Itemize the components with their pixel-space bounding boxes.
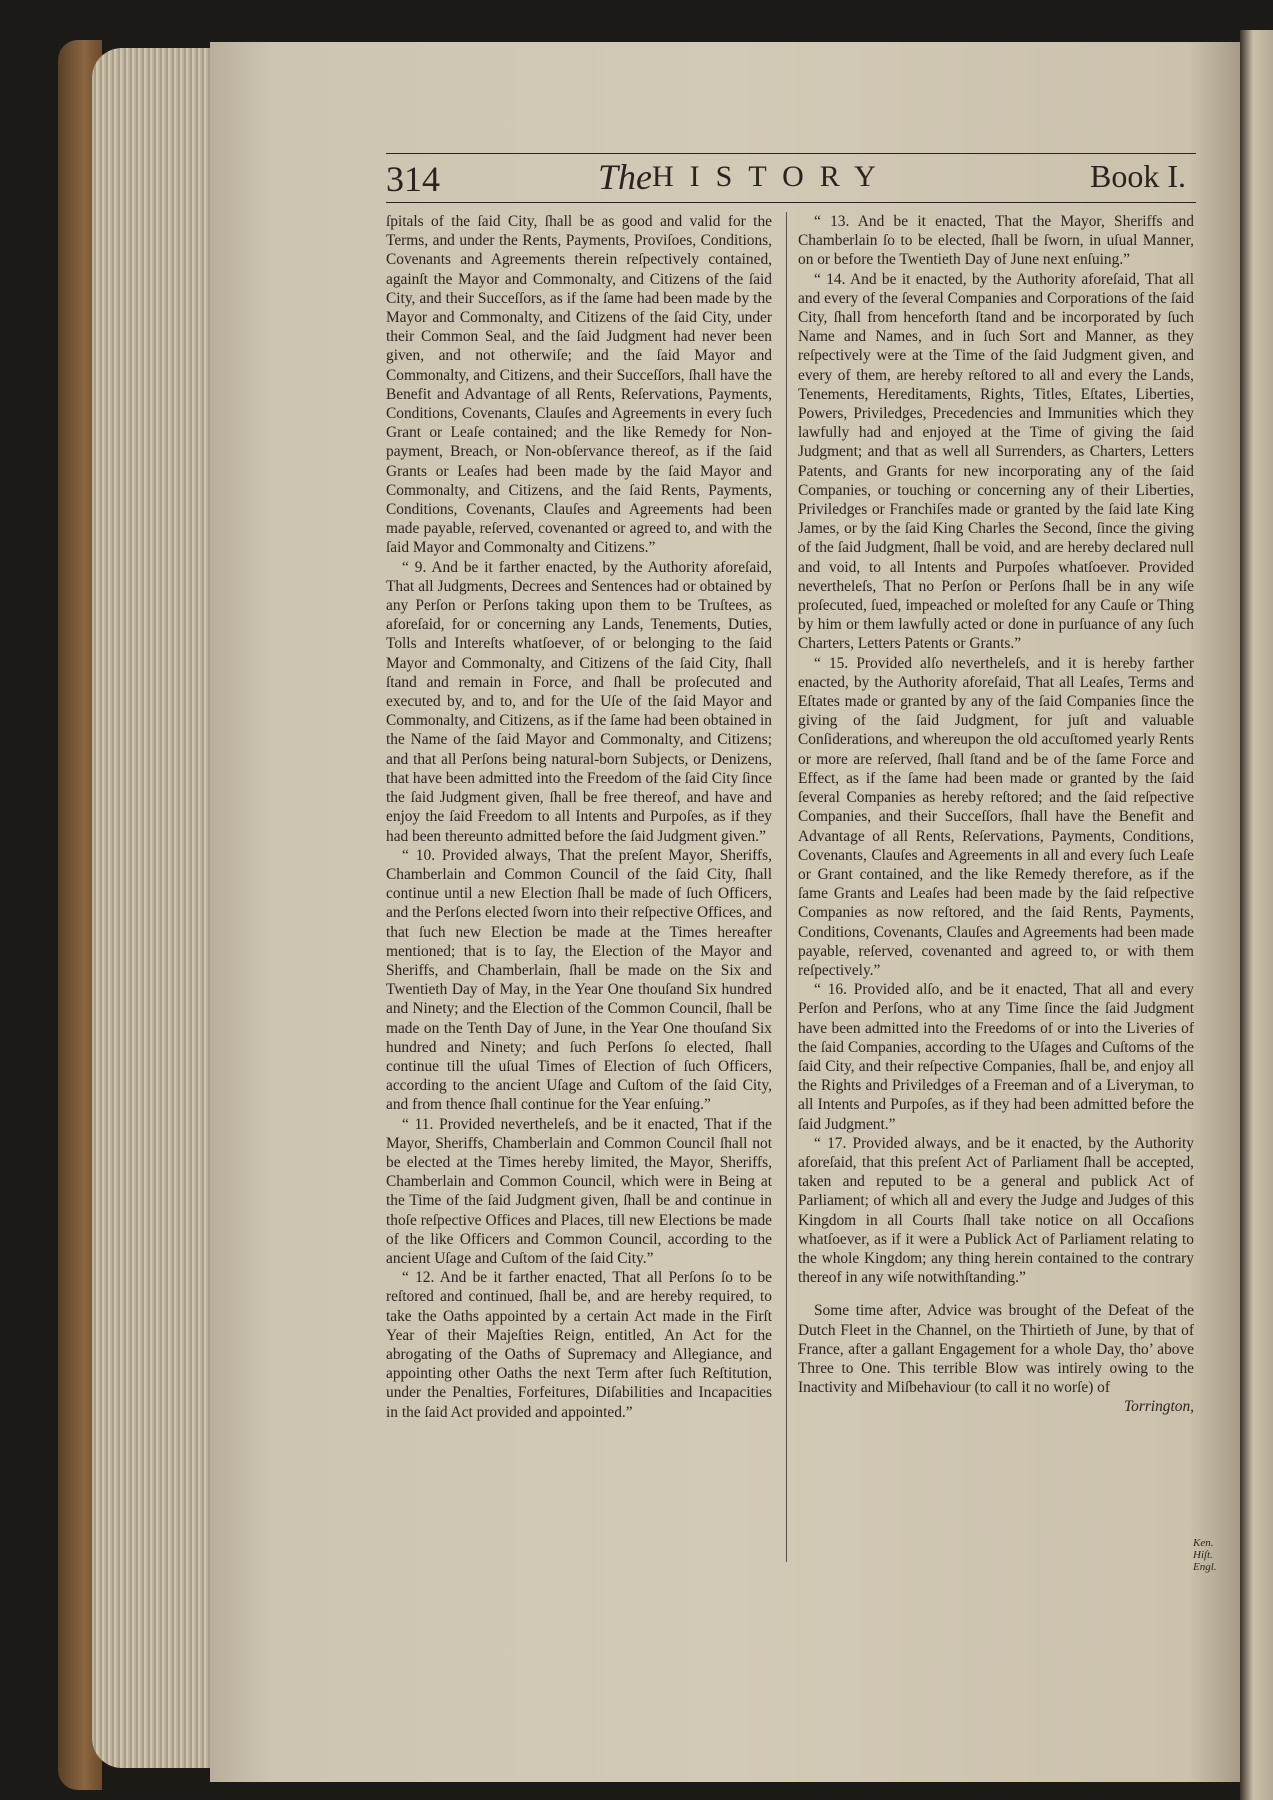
facing-page-edge [1240, 30, 1273, 1800]
catchword: Torrington, [1123, 1398, 1194, 1416]
paragraph: ſpitals of the ſaid City, ſhall be as good and valid for the Terms, and under the Rents, Payments, Proviſoes, Conditions, Covenants and Agreements therein reſpectively contained, againſt the Mayor and Commonalty, and Citizens of the ſaid City, and their Succeſſors, as if the ſame had been made by the Mayor and Commonalty, and Citizens of the ſaid City, under their Common Seal, and the ſaid Judgment had never been given, and not otherwiſe; and the ſaid Mayor and Commonalty, and Citizens, and their Succeſſors, ſhall have the Benefit and Advantage of all Rents, Reſervations, Payments, Conditions, Covenants, Clauſes and Agreements in every ſuch Grant or Leaſe contained; and the like Remedy for Non-payment, Breach, or Non-obſervance thereof, as if the ſaid Grants or Leaſes had been made by the ſaid Mayor and Commonalty, and Citizens, and the ſaid Rents, Payments, Conditions, Covenants, Clauſes and Agreements had been made payable, reſerved, covenanted or agreed to, and with the ſaid Mayor and Commonalty and Citizens.” [386, 213, 772, 557]
paragraph: “ 14. And be it enacted, by the Authority aforeſaid, That all and every of the ſeveral Companies and Corporations of the ſaid City, ſhall from henceforth ſtand and be incorporated by ſuch Name and Names, and in ſuch Sort and Manner, as they reſpectively were at the Time of the ſaid Judgment given, and every of them, are hereby reſtored to all and every the Lands, Tenements, Hereditaments, Rights, Titles, Eſtates, Liberties, Powers, Priviledges, Precedencies and Immunities which they lawfully had and enjoyed at the Time of giving the ſaid Judgment; and that as well all Surrenders, as Charters, Letters Patents, and Grants for new incorporating any of the ſaid Companies, or touching or concerning any of their Liberties, Priviledges or Franchiſes made or granted by the ſaid late King James, or by the ſaid King Charles the Second, ſince the giving of the ſaid Judgment, ſhall be void, and are hereby declared null and void, to all Intents and Purpoſes whatſoever. Provided nevertheleſs, That no Perſon or Perſons ſhall be in any wiſe proſecuted, ſued, impeached or moleſted for any Cauſe or Thing by him or them lawfully acted or done in purſuance of any ſuch Charters, Letters Patents or Grants.” [798, 270, 1194, 653]
running-title: HISTORY [652, 160, 892, 193]
paragraph: “ 11. Provided nevertheleſs, and be it enacted, That if the Mayor, Sheriffs, Chamberlain and Common Council ſhall not be elected at the Times hereby limited, the Mayor, Sheriffs, Chamberlain and Common Council, which were in Being at the Time of the ſaid Judgment given, ſhall be and continue in thoſe reſpective Offices and Places, till new Elections be made of the like Officers and Common Council, according to the ancient Uſage and Cuſtom of the ſaid City.” [386, 1115, 772, 1267]
left-column [386, 212, 772, 1422]
header-rule-bottom [386, 202, 1196, 203]
paragraph: “ 17. Provided always, and be it enacted, by the Authority aforeſaid, that this preſent Act of Parliament ſhall be accepted, taken and reputed to be a general and publick Act of Parliament; of which all and every the Judge and Judges of this Kingdom in all Courts ſhall take notice on all Occaſions whatſoever, as if it were a Publick Act of Parliament relating to the whole Kingdom; any thing herein contained to the contrary thereof in any wiſe notwithſtanding.” [798, 1134, 1194, 1287]
column-divider [786, 212, 787, 1562]
right-column [798, 212, 1194, 1417]
page-number: 314 [386, 159, 440, 199]
margin-note: Ken. Hiſt. Engl. [1193, 1537, 1217, 1573]
closing-paragraph: Some time after, Advice was brought of the Defeat of the Dutch Fleet in the Channel, on the Thirtieth of June, by that of France, after a gallant Engagement for a whole Day, tho’ above Three to One. This terrible Blow was intirely owing to the Inactivity and Miſbehaviour (to call it no worſe) of [798, 1302, 1194, 1397]
paragraph: “ 15. Provided alſo nevertheleſs, and it is hereby farther enacted, by the Authority aforeſaid, That all Leaſes, Terms and Eſtates made or granted by any of the ſaid Companies ſince the giving of the ſaid Judgment, for juſt and valuable Conſiderations, and whereupon the old accuſtomed yearly Rents or more are reſerved, ſhall ſtand and be of the ſame Force and Effect, as if the ſame had been made or granted by the ſaid ſeveral Companies as hereby reſtored; and the ſaid reſpective Companies, and their Succeſſors, ſhall have the Benefit and Advantage of all Rents, Reſervations, Payments, Conditions, Covenants, Clauſes and Agreements in all and every ſuch Leaſe or Grant contained, and the like Remedy therefore, as if the ſame Grants and Leaſes had been made by the ſaid reſpective Companies as now reſtored, and the ſaid Rents, Payments, Conditions, Covenants, Clauſes and Agreements had been made payable, reſerved, covenanted and agreed to, or with them reſpectively.” [798, 654, 1194, 979]
paragraph: “ 13. And be it enacted, That the Mayor, Sheriffs and Chamberlain ſo to be elected, ſhall be ſworn, in uſual Manner, on or before the Twentieth Day of June next enſuing.” [798, 213, 1194, 269]
paragraph: “ 12. And be it farther enacted, That all Perſons ſo to be reſtored and continued, ſhall be, and are hereby required, to take the Oaths appointed by a certain Act made in the Firſt Year of their Majeſties Reign, entitled, An Act for the abrogating of the Oaths of Supremacy and Allegiance, and appointing other Oaths the next Term after ſuch Reſtitution, under the Penalties, Forfeitures, Diſabilities and Incapacities in the ſaid Act provided and appointed.” [386, 1269, 772, 1421]
page-edges [92, 48, 220, 1768]
book-label: Book I. [1090, 158, 1186, 194]
header-rule-top [386, 153, 1196, 154]
paragraph: “ 10. Provided always, That the preſent Mayor, Sheriffs, Chamberlain and Common Council of the ſaid City, ſhall continue until a new Election ſhall be made of ſuch Officers, and the Perſons elected ſworn into their reſpective Offices, and that ſuch new Election be made at the Times hereafter mentioned; that is to ſay, the Election of the Mayor and Sheriffs, and Chamberlain, ſhall be made on the Six and Twentieth Day of May, in the Year One thouſand Six hundred and Ninety; and the Election of the Common Council, ſhall be made on the Tenth Day of June, in the Year One thouſand Six hundred and Ninety; and ſuch Perſons ſo elected, ſhall continue till the uſual Times of Election of ſuch Officers, according to the ancient Uſage and Cuſtom of the ſaid City, and from thence ſhall continue for the Year enſuing.” [386, 846, 772, 1114]
paragraph: “ 9. And be it farther enacted, by the Authority aforeſaid, That all Judgments, Decrees and Sentences had or obtained by any Perſon or Perſons taking upon them to be Truſtees, as aforeſaid, for or concerning any Lands, Tenements, Duties, Tolls and Intereſts whatſoever, of or belonging to the ſaid Mayor and Commonalty, and Citizens of the ſaid City, ſhall ſtand and remain in Force, and ſhall be proſecuted and executed by, and to, and for the Uſe of the ſaid Mayor and Commonalty, and Citizens, as if the ſame had been obtained in the Name of the ſaid Mayor and Commonalty, and Citizens; and that all Perſons being natural-born Subjects, or Denizens, that have been admitted into the Freedom of the ſaid City ſince the ſaid Judgment given, ſhall be free thereof, and have and enjoy the ſaid Freedom to all Intents and Purpoſes, as if they had been thereunto admitted before the ſaid Judgment given.” [386, 558, 772, 845]
paragraph: “ 16. Provided alſo, and be it enacted, That all and every Perſon and Perſons, who at any Time ſince the ſaid Judgment have been admitted into the Freedoms of or into the Liveries of the ſaid Companies, according to the Uſages and Cuſtoms of the ſaid City, and their reſpective Companies, ſhall be, and enjoy all the Rights and Priviledges of a Freeman and of a Liveryman, to all Intents and Purpoſes, as if they had been admitted before the ſaid Judgment.” [798, 981, 1194, 1133]
running-title-article: The [598, 157, 652, 197]
